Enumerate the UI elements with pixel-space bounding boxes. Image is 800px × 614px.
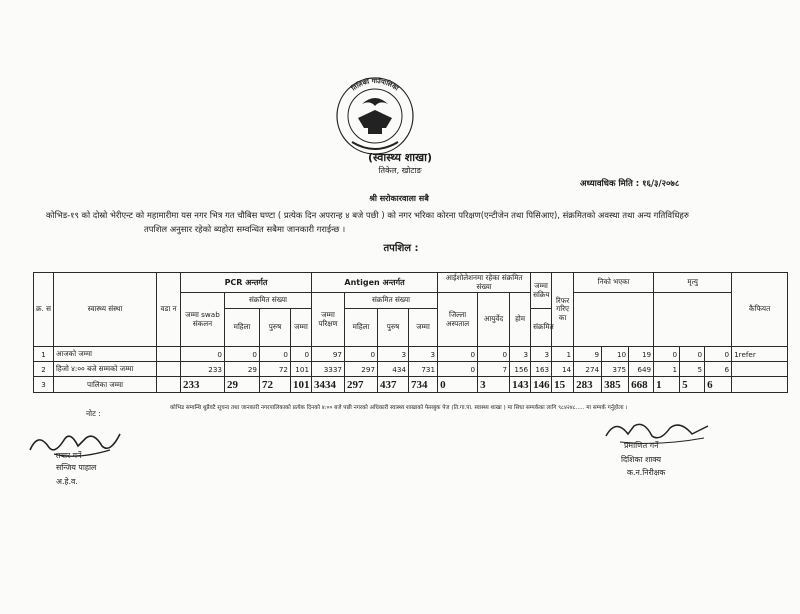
row-death-value: 0 xyxy=(680,347,705,362)
row-antigen-value: 297 xyxy=(345,377,378,393)
row-isolation-value: 143 xyxy=(510,377,531,393)
row-antigen-value: 3434 xyxy=(312,377,345,393)
office-name: (स्वास्थ्य शाखा) xyxy=(368,151,432,164)
row-pcr-value: 0 xyxy=(260,347,291,362)
row-serial: 2 xyxy=(34,362,54,377)
header-ward: वडा न xyxy=(157,273,181,347)
row-death-value: 5 xyxy=(680,377,705,393)
verifier-name: दिशिका शाक्य xyxy=(621,455,661,464)
row-pcr-value: 29 xyxy=(225,362,260,377)
header-recovered: निको भएका xyxy=(574,273,654,293)
row-isolation-value: 3 xyxy=(510,347,531,362)
header-ayurveda: आयुर्वेद xyxy=(478,293,510,347)
intro-paragraph-line2: तपशिल अनुसार रहेको ब्यहोरा सम्वन्धित सबैमा जानकारी गराईन्छ । xyxy=(144,224,346,234)
row-pcr-value: 72 xyxy=(260,377,291,393)
row-isolation-value: 0 xyxy=(478,347,510,362)
row-isolation-value: 0 xyxy=(438,377,478,393)
row-ward xyxy=(157,362,181,377)
intro-paragraph-line1: कोभिड-१९ को दोस्रो भेरीएन्ट को महामारीमा यस नगर भित्र गत चौबिस घण्टा ( प्रत्येक दिन अपरान्ह ४ बजे पछी ) को नगर भरिका कोरना परिक्षण(एन्टीजेन तथा पिसिआए), संक्रमितको अवस्था तथा अन्य गतिविधिहरु xyxy=(46,210,689,220)
verifier-title: प्रमाणित गर्ने xyxy=(624,441,659,450)
salutation: श्री सरोकारवाला सबै xyxy=(369,194,429,203)
preparer-designation: अ.हे.व. xyxy=(56,477,78,486)
row-referred: 1 xyxy=(552,347,574,362)
details-heading: तपशिल : xyxy=(383,243,419,254)
row-recovered-value: 385 xyxy=(602,377,629,393)
row-ward xyxy=(157,347,181,362)
header-home: होम xyxy=(510,293,531,347)
header-pcr-female: महिला xyxy=(225,309,260,347)
row-recovered-value: 283 xyxy=(574,377,602,393)
row-recovered-value: 649 xyxy=(629,362,654,377)
header-total-active: जम्मा सक्रिय xyxy=(531,273,552,309)
header-death-blank xyxy=(654,293,732,347)
update-date: अध्यावधिक मिति : १६/३/२०७८ xyxy=(580,179,680,189)
row-pcr-value: 0 xyxy=(225,347,260,362)
row-recovered-value: 10 xyxy=(602,347,629,362)
footnote: कोभिड सम्वन्धि थुप्रैवटै सूचना तथा जानकारी नगरपालिकाको प्रत्येक दिनको ४:०० बजे पछी नगरको अधिकारी स्वास्थ्य शाखाको फेसबुक पेज (ति.गा.पा. स्वास्थ्य शाखा ) मा सिधा सम्पर्कका लागि ९८४२४८..... मा सम्पर्क गर्नुहोला । xyxy=(170,405,628,411)
row-isolation-value: 7 xyxy=(478,362,510,377)
row-antigen-value: 434 xyxy=(378,362,409,377)
row-antigen-value: 437 xyxy=(378,377,409,393)
header-ag-female: महिला xyxy=(345,309,378,347)
preparer-title: तयार गर्ने xyxy=(56,451,82,460)
header-health-institution: स्वास्थ्य संस्था xyxy=(54,273,157,347)
row-recovered-value: 274 xyxy=(574,362,602,377)
row-active-total: 146 xyxy=(531,377,552,393)
row-pcr-value: 0 xyxy=(181,347,225,362)
row-pcr-value: 101 xyxy=(291,362,312,377)
row-antigen-value: 297 xyxy=(345,362,378,377)
row-death-value: 0 xyxy=(654,347,680,362)
row-death-value: 0 xyxy=(705,347,732,362)
row-pcr-value: 233 xyxy=(181,362,225,377)
row-antigen-value: 0 xyxy=(345,347,378,362)
preparer-name: सन्जिय पाहाल xyxy=(56,463,97,472)
header-antigen: Antigen अन्तर्गत xyxy=(312,273,438,293)
row-antigen-value: 97 xyxy=(312,347,345,362)
row-remarks xyxy=(732,377,788,393)
row-remarks: 1refer xyxy=(732,347,788,362)
header-pcr-male: पुरुष xyxy=(260,309,291,347)
row-institution: पालिका जम्मा xyxy=(54,377,157,393)
row-recovered-value: 375 xyxy=(602,362,629,377)
verifier-signature xyxy=(600,414,720,448)
office-address: तिकेल, खोटाङ xyxy=(378,166,422,175)
row-antigen-value: 3337 xyxy=(312,362,345,377)
row-pcr-value: 233 xyxy=(181,377,225,393)
row-recovered-value: 668 xyxy=(629,377,654,393)
header-swab-collected: जम्मा swab संकलन xyxy=(181,293,225,347)
row-referred: 14 xyxy=(552,362,574,377)
row-recovered-value: 19 xyxy=(629,347,654,362)
row-institution: आजको जम्मा xyxy=(54,347,157,362)
header-pcr: PCR अन्तर्गत xyxy=(181,273,312,293)
row-death-value: 6 xyxy=(705,362,732,377)
row-institution: हिजो ४:०० बजे सम्मको जम्मा xyxy=(54,362,157,377)
header-ag-male: पुरुष xyxy=(378,309,409,347)
header-death: मृत्यु xyxy=(654,273,732,293)
row-active-total: 3 xyxy=(531,347,552,362)
row-pcr-value: 72 xyxy=(260,362,291,377)
header-antigen-infected: संक्रमित संख्या xyxy=(345,293,438,309)
row-antigen-value: 731 xyxy=(409,362,438,377)
row-death-value: 1 xyxy=(654,377,680,393)
table-row xyxy=(34,347,788,362)
row-death-value: 1 xyxy=(654,362,680,377)
table-row xyxy=(34,362,788,377)
table-row xyxy=(34,377,788,393)
row-isolation-value: 0 xyxy=(438,347,478,362)
row-active-total: 163 xyxy=(531,362,552,377)
row-pcr-value: 101 xyxy=(291,377,312,393)
row-ward xyxy=(157,377,181,393)
header-pcr-infected: संक्रमित संख्या xyxy=(225,293,312,309)
verifier-designation: क.न.निरीक्षक xyxy=(627,468,666,477)
row-death-value: 5 xyxy=(680,362,705,377)
row-death-value: 6 xyxy=(705,377,732,393)
header-remarks: कैफियत xyxy=(732,273,788,347)
row-isolation-value: 0 xyxy=(438,362,478,377)
header-recovered-blank xyxy=(574,293,654,347)
row-recovered-value: 9 xyxy=(574,347,602,362)
row-remarks xyxy=(732,362,788,377)
header-pcr-total: जम्मा xyxy=(291,309,312,347)
header-district-hospital: जिल्ला अस्पताल xyxy=(438,293,478,347)
header-referred: रिफर गरिए का xyxy=(552,273,574,347)
row-referred: 15 xyxy=(552,377,574,393)
header-active-infected: संक्रमित xyxy=(531,309,552,347)
row-antigen-value: 3 xyxy=(378,347,409,362)
covid-status-table xyxy=(33,272,788,393)
row-pcr-value: 29 xyxy=(225,377,260,393)
row-serial: 1 xyxy=(34,347,54,362)
row-isolation-value: 156 xyxy=(510,362,531,377)
header-serial: क्र. स xyxy=(34,273,54,347)
svg-text:तिलिको गाउँपालिका: तिलिको गाउँपालिका xyxy=(349,76,401,93)
row-serial: 3 xyxy=(34,377,54,393)
row-isolation-value: 3 xyxy=(478,377,510,393)
header-ag-total: जम्मा xyxy=(409,309,438,347)
row-pcr-value: 0 xyxy=(291,347,312,362)
header-isolation: आईशोलेशनमा रहेका संक्रमित संख्या xyxy=(438,273,531,293)
note-label: नोट : xyxy=(86,409,101,418)
row-antigen-value: 3 xyxy=(409,347,438,362)
header-antigen-total-test: जम्मा परिक्षण xyxy=(312,293,345,347)
row-antigen-value: 734 xyxy=(409,377,438,393)
